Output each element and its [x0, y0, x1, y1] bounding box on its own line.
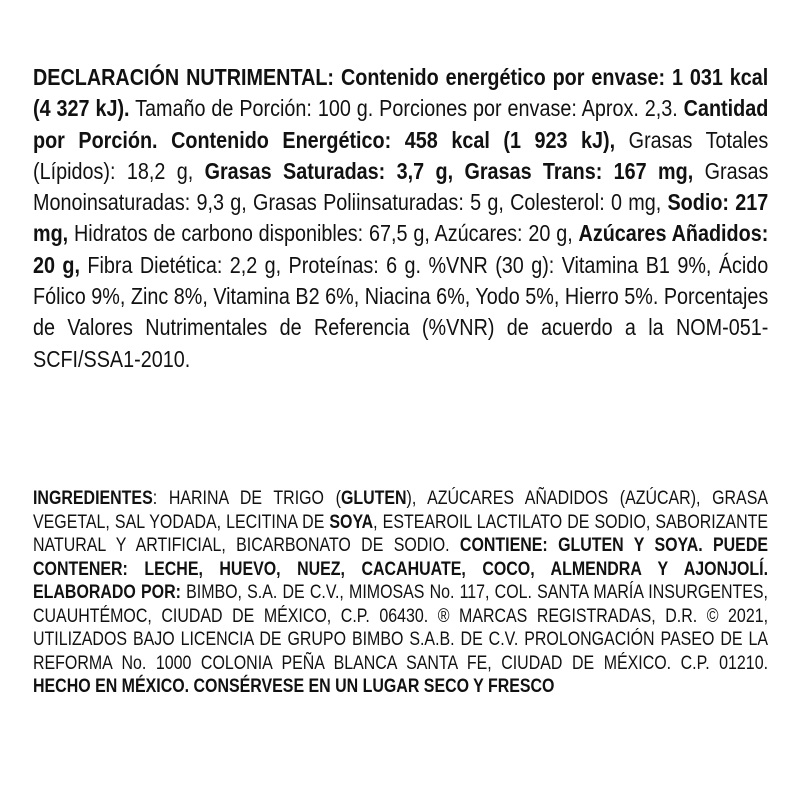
soya-allergen: SOYA — [329, 511, 374, 533]
ingredients-part-3: , ESTEAROIL LACTILATO DE SODIO, SABORIZANTE NATURAL Y ARTIFICIAL, BICARBONATO DE SODIO. — [33, 511, 769, 556]
sodium-value: 217 mg, — [33, 189, 769, 247]
ingredients-paragraph — [33, 487, 768, 699]
gluten-allergen: GLUTEN — [340, 488, 407, 509]
storage-instructions: CONSÉRVESE EN UN LUGAR SECO Y FRESCO — [193, 676, 555, 697]
sodium-label: Sodio: — [667, 189, 730, 216]
added-sugars-value: 20 g, — [33, 251, 80, 278]
fiber-and-vitamins: Fibra Dietética: 2,2 g, Proteínas: 6 g. %VNR (30 g): Vitamina B1 9%, Ácido Fólico 9%, Zinc 8%, Vitamina B2 6%, Niacina 6%, Yodo 5%, Hierro 5%. Porcentajes de Valores Nutrimentales de Referencia (%VNR) de acuerdo a la NOM-051-SCFI/SSA1-2010. — [33, 251, 769, 372]
manufacturer-info: BIMBO, S.A. DE C.V., MIMOSAS No. 117, COL. SANTA MARÍA INSURGENTES, CUAUHTÉMOC, CIUDAD DE MÉXICO, C.P. 06430. ® MARCAS REGISTRADAS, D.R. © 2021, UTILIZADOS BAJO LICENCIA DE GRUPO BIMBO S.A.B. DE C.V. PROLONGACIÓN PASEO DE LA REFORMA No. 1000 COLONIA PEÑA BLANCA SANTA FE, CIUDAD DE MÉXICO. C.P. 01210. — [33, 582, 769, 674]
per-portion-label: Cantidad por Porción. — [33, 95, 769, 153]
energy-label: Contenido Energético: — [171, 126, 392, 153]
ingredients-part-1: : HARINA DE TRIGO ( — [152, 488, 341, 509]
mono-poly-fats: Grasas Monoinsaturadas: 9,3 g, Grasas Poliinsaturadas: 5 g, Colesterol: 0 mg, — [33, 157, 769, 216]
carbs-sugars: Hidratos de carbono disponibles: 67,5 g, Azúcares: 20 g, — [74, 220, 573, 247]
allergen-statement: CONTIENE: GLUTEN Y SOYA. PUEDE CONTENER: LECHE, HUEVO, NUEZ, CACAHUATE, COCO, ALMENDRA Y AJONJOLÍ. ELABORADO POR: — [33, 535, 768, 603]
ingredients-block — [33, 487, 768, 699]
nutrition-declaration — [33, 62, 768, 375]
trans-fats-label: Grasas Trans: — [464, 157, 603, 184]
energy-value: 458 kcal (1 923 kJ), — [404, 126, 616, 153]
total-fats: Grasas Totales (Lípidos): 18,2 g, — [33, 126, 769, 184]
ingredients-part-2: ), AZÚCARES AÑADIDOS (AZÚCAR), GRASA VEGETAL, SAL YODADA, LECITINA DE — [33, 488, 768, 533]
saturated-fats-label: Grasas Saturadas: — [204, 157, 386, 184]
energy-per-pack-label: Contenido energético por envase: — [340, 64, 666, 90]
ingredients-heading: INGREDIENTES — [33, 488, 153, 509]
nutrition-heading: DECLARACIÓN NUTRIMENTAL: — [33, 64, 335, 90]
nutrition-paragraph — [33, 62, 768, 375]
energy-per-pack-value: 1 031 kcal (4 327 kJ). — [33, 64, 769, 122]
trans-fats-value: 167 mg, — [613, 157, 694, 184]
made-in-mexico: HECHO EN MÉXICO. — [33, 676, 190, 697]
portion-size: Tamaño de Porción: 100 g. Porciones por envase: Aprox. 2,3. — [135, 95, 678, 122]
added-sugars-label: Azúcares Añadidos: — [578, 220, 769, 247]
saturated-fats-value: 3,7 g, — [396, 157, 454, 184]
